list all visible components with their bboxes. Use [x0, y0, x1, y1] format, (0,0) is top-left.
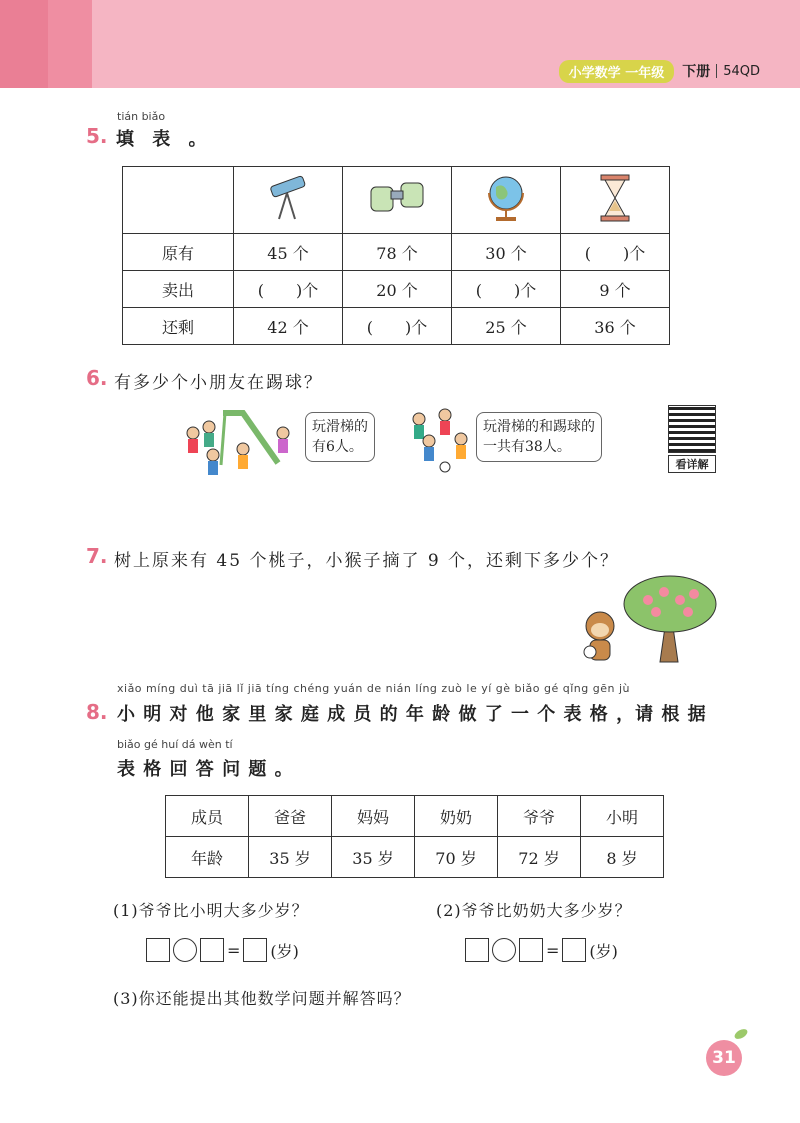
qr-label: 看详解: [668, 455, 716, 473]
q8-subquestion-2: (2)爷爷比奶奶大多少岁？: [436, 901, 632, 920]
item-cell: [452, 167, 561, 234]
table-cell: 72 岁: [498, 837, 581, 878]
q5-title: 填 表 。: [116, 129, 213, 150]
table-cell: 年龄: [166, 837, 249, 878]
table-corner: [123, 167, 234, 234]
answer-box[interactable]: [519, 938, 543, 962]
table-cell: 42 个: [234, 308, 343, 345]
edition-code: 54QD: [723, 63, 760, 79]
table-cell: 78 个: [343, 234, 452, 271]
speech-bubble-slide: [305, 412, 375, 462]
q8-number: 8.: [86, 700, 108, 724]
table-cell: 45 个: [234, 234, 343, 271]
table-cell: 20 个: [343, 271, 452, 308]
answer-blank[interactable]: ( )个: [561, 234, 670, 271]
table-cell: 妈妈: [332, 796, 415, 837]
row-label: 还剩: [123, 308, 234, 345]
table-cell: 小明: [581, 796, 664, 837]
subject-badge: 小学数学 一年级: [559, 60, 675, 83]
equals-sign: =: [227, 940, 241, 960]
table-cell: 9 个: [561, 271, 670, 308]
leaf-icon: [733, 1027, 749, 1041]
q5-table: [122, 166, 670, 345]
table-cell: 30 个: [452, 234, 561, 271]
table-cell: 奶奶: [415, 796, 498, 837]
operator-circle[interactable]: [492, 938, 516, 962]
binoculars-icon: [367, 173, 427, 223]
item-cell: [343, 167, 452, 234]
page-number: 31: [706, 1040, 742, 1076]
speech-bubble-total: [476, 412, 602, 462]
table-cell: 25 个: [452, 308, 561, 345]
item-cell: [234, 167, 343, 234]
bubble-text: 一共有38人。: [483, 439, 571, 455]
q8-subquestion-1: (1)爷爷比小明大多少岁？: [113, 901, 309, 920]
table-cell: 成员: [166, 796, 249, 837]
q8-line2: 表 格 回 答 问 题 。: [117, 759, 294, 780]
row-label: 卖出: [123, 271, 234, 308]
table-cell: 35 岁: [249, 837, 332, 878]
bubble-text: 玩滑梯的: [312, 419, 368, 435]
row-label: 原有: [123, 234, 234, 271]
answer-box[interactable]: [146, 938, 170, 962]
q8-line1: 小 明 对 他 家 里 家 庭 成 员 的 年 龄 做 了 一 个 表 格 ，请 根 据: [117, 704, 707, 725]
answer-blank[interactable]: ( )个: [343, 308, 452, 345]
answer-blank[interactable]: ( )个: [452, 271, 561, 308]
qr-code[interactable]: [668, 405, 716, 453]
equation-2: [465, 938, 618, 962]
q7-text: 树上原来有 45 个桃子，小猴子摘了 9 个，还剩下多少个？: [114, 551, 620, 571]
table-cell: 8 岁: [581, 837, 664, 878]
answer-box[interactable]: [200, 938, 224, 962]
answer-box[interactable]: [243, 938, 267, 962]
q6-number: 6.: [86, 366, 108, 390]
answer-box[interactable]: [562, 938, 586, 962]
slide-children-illustration: [183, 405, 303, 485]
table-cell: 爸爸: [249, 796, 332, 837]
q8-pinyin-line1: xiǎo míng duì tā jiā lǐ jiā tíng chéng yuán de nián líng zuò le yí gè biǎo gé qǐng gēn jù: [117, 682, 631, 695]
table-cell: 36 个: [561, 308, 670, 345]
header-divider: [716, 64, 717, 78]
volume-label: 下册: [682, 64, 711, 80]
q8-age-table: [165, 795, 664, 878]
bubble-text: 有6人。: [312, 439, 363, 455]
telescope-icon: [263, 173, 313, 223]
q5-number: 5.: [86, 124, 108, 148]
table-cell: 70 岁: [415, 837, 498, 878]
table-row: [166, 796, 664, 837]
football-children-illustration: [405, 405, 475, 475]
monkey-peach-tree-illustration: [578, 570, 723, 665]
unit-label: (岁): [270, 941, 299, 961]
item-cell: [561, 167, 670, 234]
table-row: [123, 308, 670, 345]
table-cell: 35 岁: [332, 837, 415, 878]
unit-label: (岁): [589, 941, 618, 961]
table-cell: 爷爷: [498, 796, 581, 837]
equals-sign: =: [546, 940, 560, 960]
q8-subquestion-3: (3)你还能提出其他数学问题并解答吗？: [113, 989, 411, 1008]
header-strip: [0, 0, 48, 88]
globe-icon: [481, 171, 531, 225]
equation-1: [146, 938, 299, 962]
operator-circle[interactable]: [173, 938, 197, 962]
bubble-text: 玩滑梯的和踢球的: [483, 419, 595, 435]
answer-blank[interactable]: ( )个: [234, 271, 343, 308]
table-row: [123, 271, 670, 308]
q6-text: 有多少个小朋友在踢球？: [114, 373, 323, 393]
header-info: [559, 60, 760, 82]
q5-pinyin: tián biǎo: [117, 110, 166, 123]
table-row: [123, 234, 670, 271]
q8-pinyin-line2: biǎo gé huí dá wèn tí: [117, 738, 233, 751]
q7-number: 7.: [86, 544, 108, 568]
answer-box[interactable]: [465, 938, 489, 962]
table-row: [166, 837, 664, 878]
hourglass-icon: [595, 171, 635, 225]
